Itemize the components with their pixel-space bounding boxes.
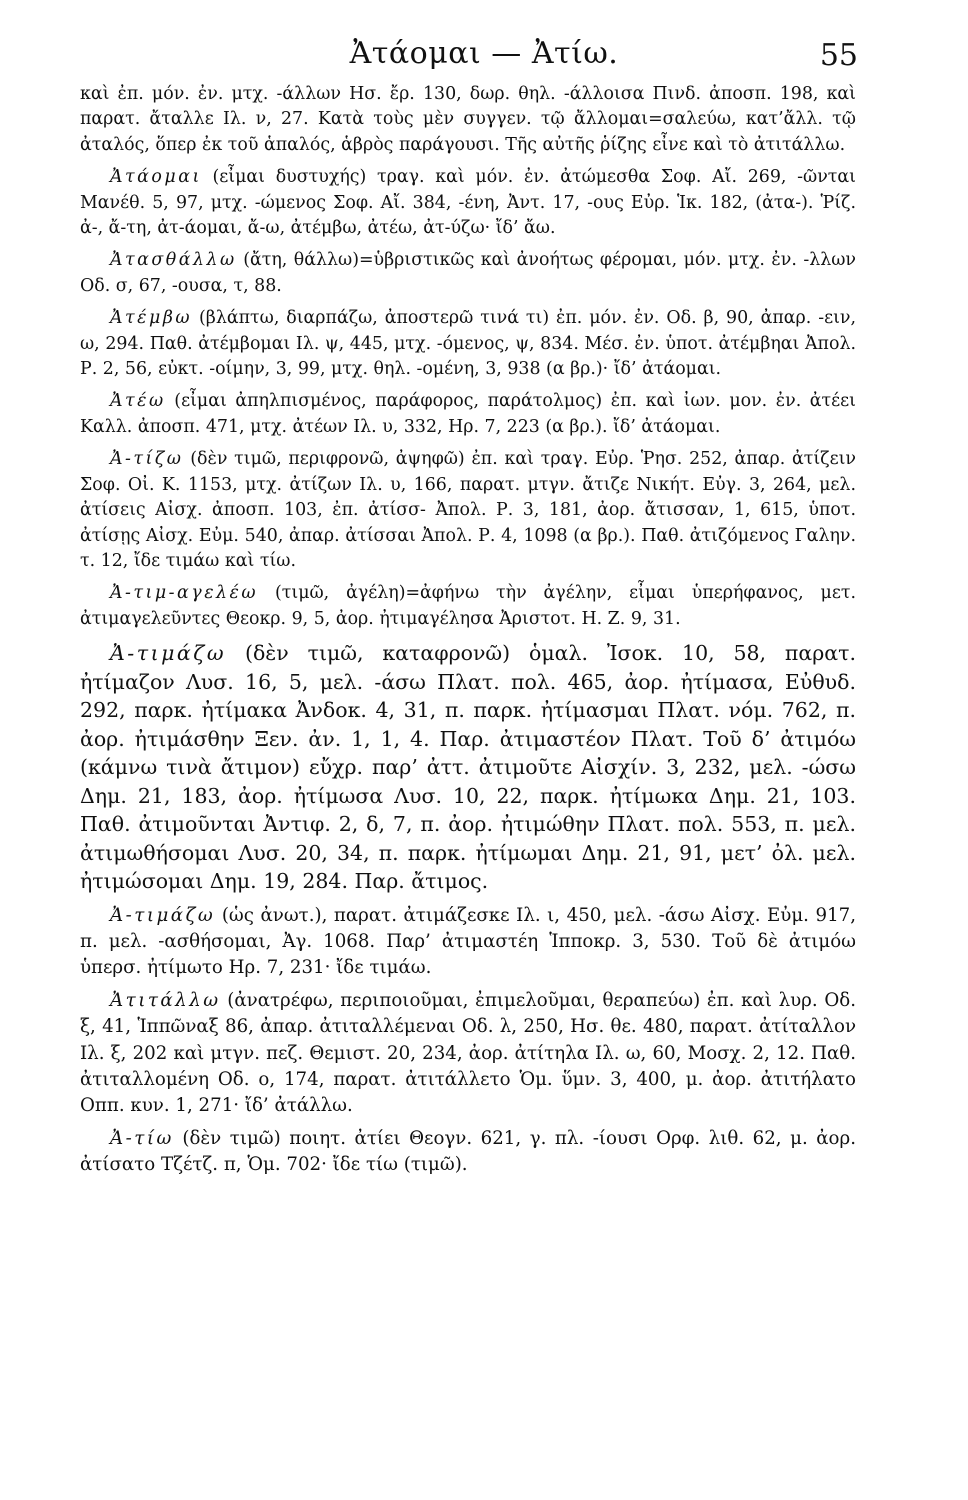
entry-headword: Ἀ-τίω (110, 1128, 174, 1150)
page-number: 55 (819, 38, 858, 73)
entry-atimazo-prose (80, 639, 856, 896)
entry-headword: Ἀτιτάλλω (110, 990, 221, 1012)
entry-text: (τιμῶ, ἀγέλη)=ἀφήνω τὴν ἀγέλην, εἶμαι ὑπερήφανος, μετ. ἀτιμαγελεῦντες Θεοκρ. 9, 5, ἀορ. ἠτιμαγέλησα Ἀριστοτ. Η. Ζ. 9, 31. (80, 583, 856, 629)
entry-ateo (80, 389, 856, 440)
page-header (0, 28, 968, 88)
entry-text: (δὲν τιμῶ, περιφρονῶ, ἀψηφῶ) ἐπ. καὶ τραγ. Εὐρ. Ῥησ. 252, ἀπαρ. ἀτίζειν Σοφ. Οἰ. Κ. 1153, μτχ. ἀτίζων Ιλ. υ, 166, παρατ. μτγν. ἄτιζε Νικήτ. Εὐγ. 3, 264, μελ. ἀτίσεις Αἰσχ. ἀποσπ. 103, ἐπ. ἀτίσσ- Ἀπολ. Ρ. 3, 181, ἀορ. ἄτισσαν, 1, 615, ὑποτ. ἀτίσῃς Αἰσχ. Εὐμ. 540, ἀπαρ. ἀτίσσαι Ἀπολ. Ρ. 4, 1098 (α βρ.). Παθ. ἀτιζόμενος Γαλην. τ. 12, ἴδε τιμάω καὶ τίω. (80, 449, 856, 571)
dictionary-body (80, 82, 856, 1186)
entry-atasthallo (80, 248, 856, 299)
entry-text: καὶ ἐπ. μόν. ἐν. μτχ. -άλλων Ησ. ἔρ. 130, δωρ. θηλ. -άλλοισα Πινδ. ἀποσπ. 198, καὶ παρατ. ἄταλλε Ιλ. ν, 27. Κατὰ τοὺς μὲν συγγεν. τῷ ἄλλομαι=σαλεύω, κατ’ἄλλ. τῷ ἀταλός, ὅπερ ἐκ τοῦ ἁπαλός, ἁβρὸς παράγουσι. Τῆς αὐτῆς ῥίζης εἶνε καὶ τὸ ἀτιτάλλω. (80, 84, 856, 155)
entry-headword: Ἀτέω (110, 391, 166, 412)
entry-text: (ἀνατρέφω, περιποιοῦμαι, ἐπιμελοῦμαι, θεραπεύω) ἐπ. καὶ λυρ. Οδ. ξ, 41, Ἱππῶναξ 86, ἀπαρ. ἀτιταλλέμεναι Οδ. λ, 250, Ησ. θε. 480, παρατ. ἀτίταλλον Ιλ. ξ, 202 καὶ μτγν. πεζ. Θεμιστ. 20, 234, ἀορ. ἀτίτηλα Ιλ. ω, 60, Μοσχ. 2, 12. Παθ. ἀτιταλλομένη Οδ. ο, 174, παρατ. ἀτιτάλλετο Ὁμ. ὕμν. 3, 400, μ. ἀορ. ἀτιτήλατο Οππ. κυν. 1, 271· ἴδ’ ἀτάλλω. (80, 990, 856, 1117)
entry-atembo (80, 306, 856, 382)
entry-text: (δὲν τιμῶ) ποιητ. ἀτίει Θεογν. 621, γ. πλ. -ίουσι Ορφ. λιθ. 62, μ. ἀορ. ἀτίσατο Τζέτζ. π, Ὁμ. 702· ἴδε τίω (τιμῶ). (80, 1128, 856, 1176)
running-head: Ἀτάομαι — Ἀτίω. (349, 36, 619, 71)
entry-text: (βλάπτω, διαρπάζω, ἀποστερῶ τινά τι) ἐπ. μόν. ἐν. Οδ. β, 90, ἀπαρ. -ειν, ω, 294. Παθ. ἀτέμβομαι Ιλ. ψ, 445, μτχ. -όμενος, ψ, 834. Μέσ. ἐν. ὑποτ. ἀτέμβηαι Ἀπολ. Ρ. 2, 56, εὐκτ. -οίμην, 3, 99, μτχ. θηλ. -ομένη, 3, 938 (α βρ.)· ἴδ’ ἀτάομαι. (80, 308, 856, 380)
entry-text: (ὡς ἀνωτ.), παρατ. ἀτιμάζεσκε Ιλ. ι, 450, μελ. -άσω Αἰσχ. Εὐμ. 917, π. μελ. -ασθήσομαι, Ἀγ. 1068. Παρ’ ἀτιμαστέη Ἱπποκρ. 3, 530. Τοῦ δὲ ἀτιμόω ὑπερσ. ἠτίμωτο Ηρ. 7, 231· ἴδε τιμάω. (80, 904, 856, 979)
entry-headword: Ἀτάομαι (110, 167, 202, 188)
entry-headword: Ἀ-τιμάζω (110, 904, 216, 926)
entry-continuation (80, 82, 856, 158)
entry-headword: Ἀ-τιμ-αγελέω (110, 583, 259, 604)
entry-headword: Ἀ-τιμάζω (110, 641, 227, 666)
entry-headword: Ἀτέμβω (110, 308, 193, 329)
entry-text: (ἄτη, θάλλω)=ὑβριστικῶς καὶ ἀνοήτως φέρομαι, μόν. μτχ. ἐν. -λλων Οδ. σ, 67, -ουσα, τ, 88. (80, 250, 856, 296)
entry-atoamai (80, 165, 856, 241)
entry-text: (εἶμαι δυστυχής) τραγ. καὶ μόν. ἐν. ἀτώμεσθα Σοφ. Αἴ. 269, -ῶνται Μανέθ. 5, 97, μτχ. -ώμενος Σοφ. Αἴ. 384, -ένη, Ἀντ. 17, -ους Εὐρ. Ἱκ. 182, (ἀτα-). Ῥίζ. ἀ-, ἄ-τη, ἀτ-άομαι, ἄ-ω, ἀτέμβω, ἀτέω, ἀτ-ύζω· ἴδ’ ἄω. (80, 167, 856, 239)
entry-text: (εἶμαι ἀπηλπισμένος, παράφορος, παράτολμος) ἐπ. καὶ ἰων. μον. ἐν. ἀτέει Καλλ. ἀποσπ. 471, μτχ. ἀτέων Ιλ. υ, 332, Ηρ. 7, 223 (α βρ.). ἴδ’ ἀτάομαι. (80, 391, 857, 437)
entry-headword: Ἀ-τίζω (110, 449, 184, 470)
entry-atizo (80, 447, 856, 574)
entry-atio (80, 1126, 856, 1178)
entry-atimageleo (80, 581, 856, 632)
entry-text: (δὲν τιμῶ, καταφρονῶ) ὁμαλ. Ἰσοκ. 10, 58, παρατ. ἠτίμαζον Λυσ. 16, 5, μελ. -άσω Πλατ. πολ. 465, ἀορ. ἠτίμασα, Εὐθυδ. 292, παρκ. ἠτίμακα Ἀνδοκ. 4, 31, π. παρκ. ἠτίμασμαι Πλατ. νόμ. 762, π. ἀορ. ἠτιμάσθην Ξεν. ἀν. 1, 1, 4. Παρ. ἀτιμαστέον Πλατ. Τοῦ δ’ ἀτιμόω (κάμνω τινὰ ἄτιμον) εὔχρ. παρ’ ἀττ. ἀτιμοῦτε Αἰσχίν. 3, 232, μελ. -ώσω Δημ. 21, 183, ἀορ. ἠτίμωσα Λυσ. 10, 22, παρκ. ἠτίμωκα Δημ. 21, 103. Παθ. ἀτιμοῦνται Ἀντιφ. 2, δ, 7, π. ἀορ. ἠτιμώθην Πλατ. πολ. 553, π. μελ. ἀτιμωθήσομαι Λυσ. 20, 34, π. παρκ. ἠτίμωμαι Δημ. 21, 91, μετ’ ὀλ. μελ. ἠτιμώσομαι Δημ. 19, 284. Παρ. ἄτιμος. (80, 641, 856, 894)
entry-headword: Ἀτασθάλλω (110, 250, 237, 271)
entry-atimazo-poetic (80, 903, 856, 982)
entry-atitallo (80, 988, 856, 1119)
